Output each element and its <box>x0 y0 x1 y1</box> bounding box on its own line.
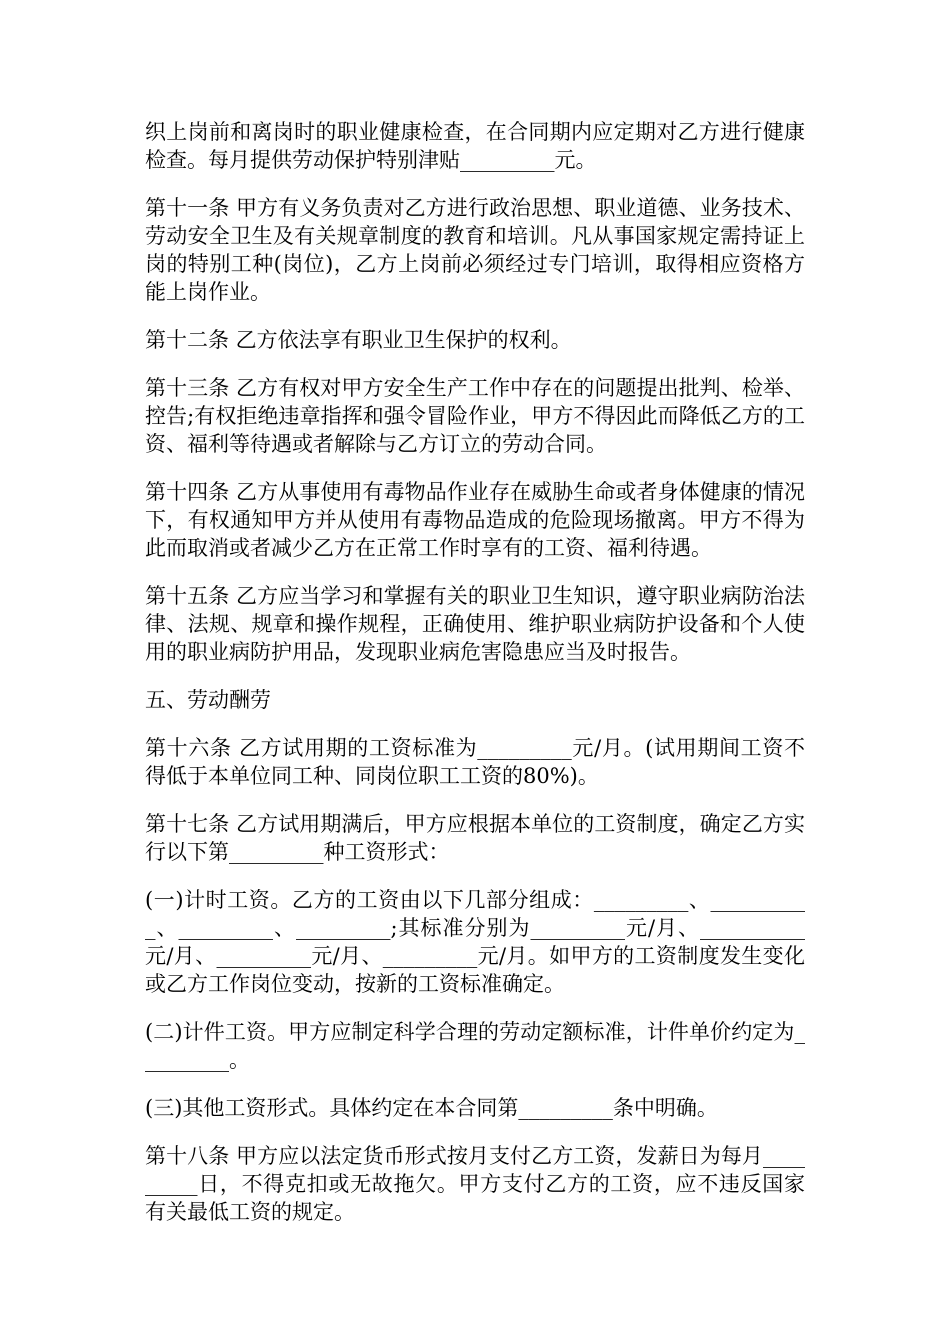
paragraph-piece-wage: (二)计件工资。甲方应制定科学合理的劳动定额标准，计件单价约定为_________。 <box>145 1020 805 1072</box>
document-body <box>145 118 805 1226</box>
paragraph-other-wage: (三)其他工资形式。具体约定在本合同第_________条中明确。 <box>145 1096 718 1120</box>
paragraph-article-15: 第十五条 乙方应当学习和掌握有关的职业卫生知识，遵守职业病防治法律、法规、规章和操作规程，正确使用、维护职业病防护设备和个人使用的职业病防护用品，发现职业病危害隐患应当及时报告。 <box>145 584 805 664</box>
paragraph-article-13: 第十三条 乙方有权对甲方安全生产工作中存在的问题提出批判、检举、控告;有权拒绝违章指挥和强令冒险作业，甲方不得因此而降低乙方的工资、福利等待遇或者解除与乙方订立的劳动合同。 <box>145 376 805 456</box>
paragraph-time-wage: (一)计时工资。乙方的工资由以下几部分组成：_________、__________、_________、_________;其标准分别为_________元/月、__________元/月、_________元/月、_________元/月。如甲方的工资制度发生变化或乙方工作岗位变动，按新的工资标准确定。 <box>145 888 805 996</box>
paragraph-article-11: 第十一条 甲方有义务负责对乙方进行政治思想、职业道德、业务技术、劳动安全卫生及有关规章制度的教育和培训。凡从事国家规定需持证上岗的特别工种(岗位)，乙方上岗前必须经过专门培训，取得相应资格方能上岗作业。 <box>145 196 805 304</box>
paragraph-health-check: 织上岗前和离岗时的职业健康检查，在合同期内应定期对乙方进行健康检查。每月提供劳动保护特别津贴_________元。 <box>145 120 805 172</box>
section-heading-remuneration: 五、劳动酬劳 <box>145 688 271 712</box>
paragraph-article-14: 第十四条 乙方从事使用有毒物品作业存在威胁生命或者身体健康的情况下，有权通知甲方并从使用有毒物品造成的危险现场撤离。甲方不得为此而取消或者减少乙方在正常工作时享有的工资、福利待遇。 <box>145 480 805 560</box>
paragraph-article-12: 第十二条 乙方依法享有职业卫生保护的权利。 <box>145 328 572 352</box>
paragraph-article-18: 第十八条 甲方应以法定货币形式按月支付乙方工资，发薪日为每月_________日，不得克扣或无故拖欠。甲方支付乙方的工资，应不违反国家有关最低工资的规定。 <box>145 1144 805 1224</box>
paragraph-article-17: 第十七条 乙方试用期满后，甲方应根据本单位的工资制度，确定乙方实行以下第_________种工资形式： <box>145 812 805 864</box>
paragraph-article-16: 第十六条 乙方试用期的工资标准为_________元/月。(试用期间工资不得低于本单位同工种、同岗位职工工资的80%)。 <box>145 736 805 788</box>
